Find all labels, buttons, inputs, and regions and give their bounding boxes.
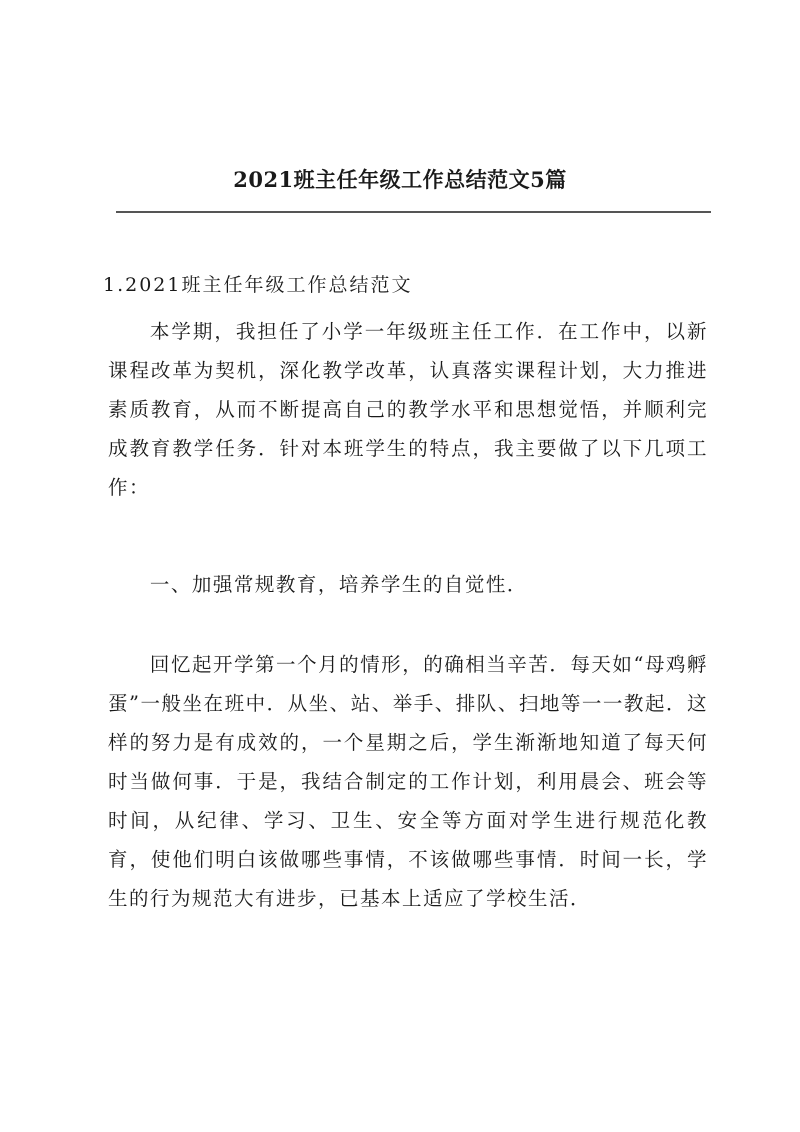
document-title: 2021班主任年级工作总结范文5篇 — [233, 167, 567, 192]
section-heading: 1.2021班主任年级工作总结范文 — [103, 274, 413, 296]
paragraph-body: 回忆起开学第一个月的情形，的确相当辛苦．每天如“母鸡孵蛋”一般坐在班中．从坐、站、举手、排队、扫地等一一教起．这样的努力是有成效的，一个星期之后，学生渐渐地知道了每天何时当做何事．于是，我结合制定的工作计划，利用晨会、班会等时间，从纪律、学习、卫生、安全等方面对学生进行规范化教育，使他们明白该做哪些事情，不该做哪些事情．时间一长，学生的行为规范大有进步，已基本上适应了学校生活． — [108, 653, 708, 910]
title-underline — [116, 211, 711, 213]
paragraph-intro: 本学期，我担任了小学一年级班主任工作．在工作中，以新课程改革为契机，深化教学改革，认真落实课程计划，大力推进素质教育，从而不断提高自己的教学水平和思想觉悟，并顺利完成教育教学任务．针对本班学生的特点，我主要做了以下几项工作： — [108, 320, 708, 499]
paragraph-subheading: 一、加强常规教育，培养学生的自觉性． — [149, 573, 528, 596]
